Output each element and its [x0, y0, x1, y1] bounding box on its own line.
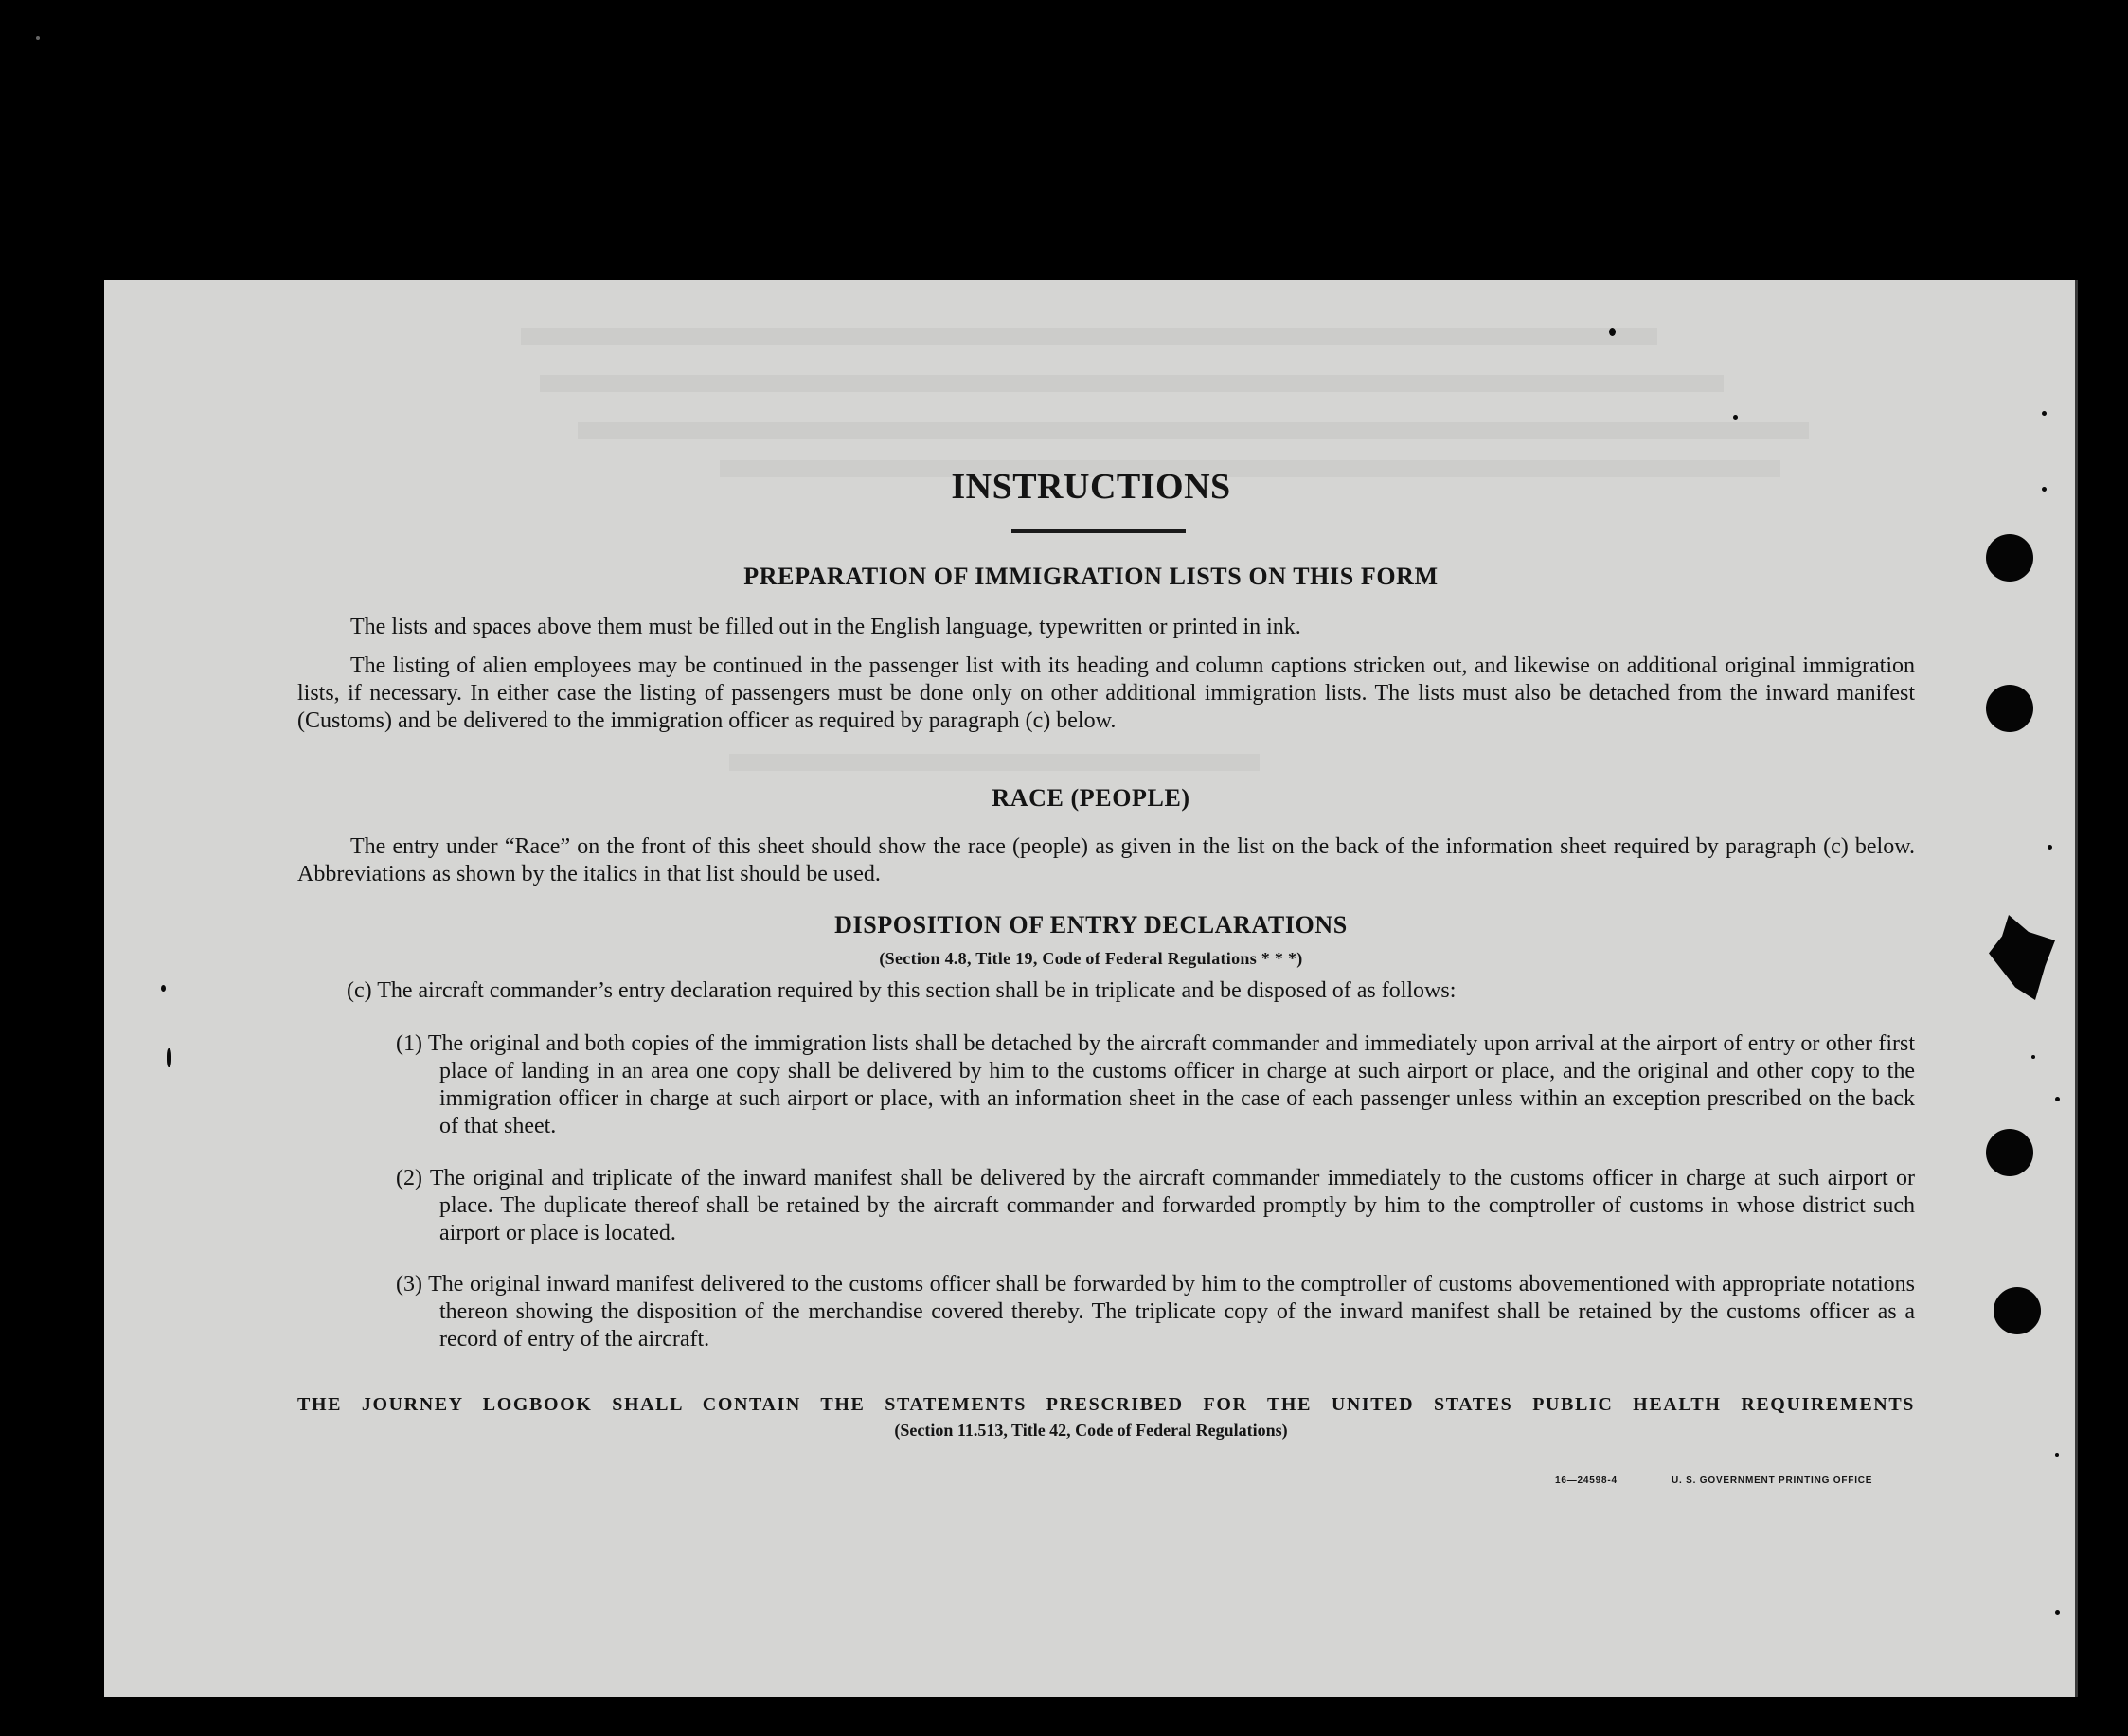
- disposition-heading: DISPOSITION OF ENTRY DECLARATIONS: [834, 911, 1348, 939]
- speck: [2055, 1453, 2059, 1457]
- printer-imprint: U. S. GOVERNMENT PRINTING OFFICE: [1672, 1476, 1873, 1486]
- punch-hole: [1986, 1129, 2033, 1176]
- preparation-heading: PREPARATION OF IMMIGRATION LISTS ON THIS FORM: [743, 563, 1439, 590]
- document-page: [104, 280, 2078, 1697]
- disposition-item-1: (1) The original and both copies of the immigration lists shall be detached by the aircraft commander and immediately upon arrival at the airport of entry or other first place of landing in an area one copy shall be delivered by him to the customs officer in charge at such airport or place, and the original and other copy to the immigration officer in charge at such airport or place, with an information sheet in the case of each passenger unless within an exception prescribed on the back of that sheet.: [396, 1031, 1915, 1138]
- preparation-paragraph-1: The lists and spaces above them must be filled out in the English language, typewritten or printed in ink.: [350, 615, 1301, 639]
- health-requirements-statement: THE JOURNEY LOGBOOK SHALL CONTAIN THE STATEMENTS PRESCRIBED FOR THE UNITED STATES PUBLIC HEALTH REQUIREMENTS: [297, 1394, 1915, 1415]
- speck: [36, 36, 40, 40]
- document-title: INSTRUCTIONS: [951, 467, 1231, 507]
- punch-hole: [1986, 534, 2033, 582]
- disposition-item-2: (2) The original and triplicate of the inward manifest shall be delivered by the aircraft commander immediately to the customs officer in charge at such airport or place. The duplicate thereof shall be retained by the aircraft commander and forwarded promptly by him to the comptroller of customs in whose district such airport or place is located.: [396, 1166, 1915, 1245]
- speck: [167, 1048, 171, 1067]
- disposition-citation: (Section 4.8, Title 19, Code of Federal Regulations * * *): [879, 949, 1303, 968]
- speck: [1609, 328, 1616, 336]
- punch-hole: [1986, 685, 2033, 732]
- disposition-item-3: (3) The original inward manifest delivered to the customs officer shall be forwarded by him to the comptroller of customs abovementioned with appropriate notations thereon showing the disposition of the merchandise covered thereby. The triplicate copy of the inward manifest shall be retained by the customs officer as a record of entry of the aircraft.: [396, 1272, 1915, 1351]
- speck: [2031, 1055, 2035, 1059]
- title-underline: [1011, 529, 1186, 533]
- health-requirements-citation: (Section 11.513, Title 42, Code of Federal Regulations): [894, 1421, 1288, 1440]
- bleed-through-line: [578, 422, 1809, 439]
- speck: [161, 985, 166, 992]
- disposition-intro: (c) The aircraft commander’s entry declaration required by this section shall be in triplicate and be disposed of as follows:: [347, 978, 1457, 1003]
- preparation-paragraph-2: The listing of alien employees may be continued in the passenger list with its heading and column captions stricken out, and likewise on additional original immigration lists, if necessary. In either case the listing of passengers must be done only on other additional immigration lists. The lists must also be detached from the inward manifest (Customs) and be delivered to the immigration officer as required by paragraph (c) below.: [297, 653, 1915, 733]
- bleed-through-line: [729, 754, 1260, 771]
- speck: [2048, 845, 2052, 850]
- speck: [2042, 487, 2047, 492]
- speck: [2055, 1610, 2060, 1615]
- race-paragraph: The entry under “Race” on the front of this sheet should show the race (people) as given in the list on the back of the information sheet required by paragraph (c) below. Abbreviations as shown by the italics in that list should be used.: [297, 834, 1915, 886]
- speck: [2042, 411, 2047, 416]
- speck: [1733, 415, 1738, 420]
- race-heading: RACE (PEOPLE): [992, 784, 1190, 812]
- speck: [2055, 1097, 2060, 1101]
- print-code: 16—24598-4: [1555, 1476, 1618, 1486]
- bleed-through-line: [521, 328, 1657, 345]
- bleed-through-line: [540, 375, 1724, 392]
- punch-hole: [1994, 1287, 2041, 1334]
